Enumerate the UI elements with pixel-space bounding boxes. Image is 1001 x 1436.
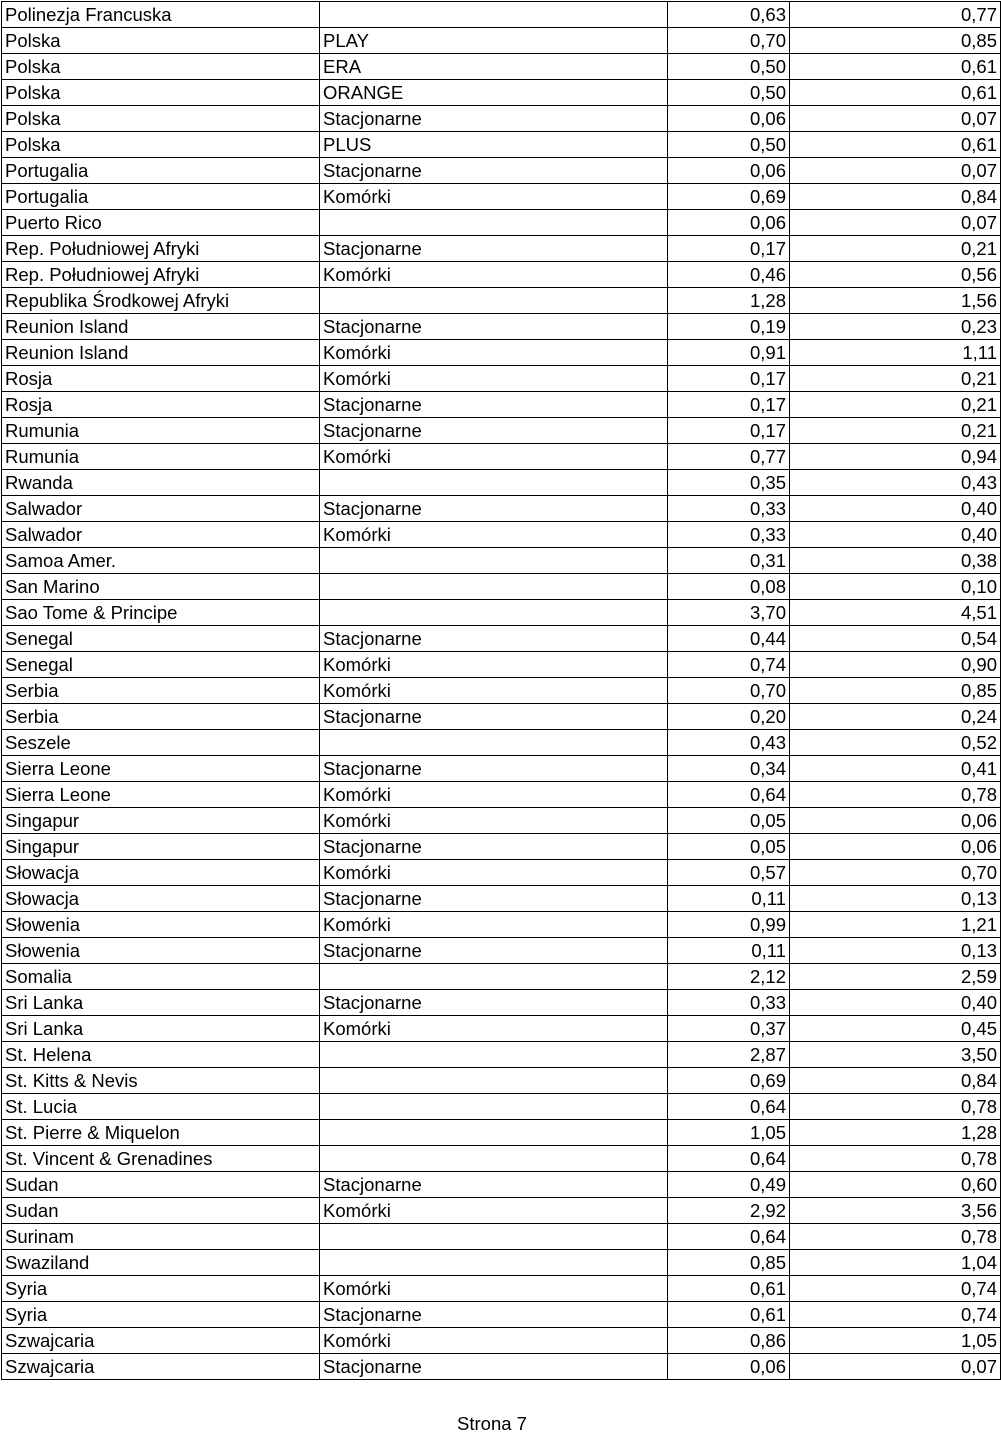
table-row bbox=[2, 964, 1001, 990]
country-cell: Szwajcaria bbox=[2, 1354, 320, 1380]
price-net-cell: 0,61 bbox=[668, 1276, 790, 1302]
price-net-cell: 2,12 bbox=[668, 964, 790, 990]
network-cell: Komórki bbox=[320, 262, 668, 288]
country-cell: Sri Lanka bbox=[2, 990, 320, 1016]
table-row bbox=[2, 834, 1001, 860]
price-gross-cell: 0,84 bbox=[790, 1068, 1001, 1094]
price-gross-cell: 0,90 bbox=[790, 652, 1001, 678]
table-row bbox=[2, 54, 1001, 80]
network-cell: Stacjonarne bbox=[320, 1172, 668, 1198]
network-cell bbox=[320, 470, 668, 496]
price-net-cell: 0,44 bbox=[668, 626, 790, 652]
network-cell: Komórki bbox=[320, 1198, 668, 1224]
table-row bbox=[2, 444, 1001, 470]
network-cell: Stacjonarne bbox=[320, 834, 668, 860]
country-cell: Portugalia bbox=[2, 158, 320, 184]
network-cell: Stacjonarne bbox=[320, 158, 668, 184]
price-net-cell: 0,19 bbox=[668, 314, 790, 340]
network-cell: Komórki bbox=[320, 1016, 668, 1042]
price-net-cell: 0,49 bbox=[668, 1172, 790, 1198]
price-gross-cell: 0,10 bbox=[790, 574, 1001, 600]
price-net-cell: 0,17 bbox=[668, 366, 790, 392]
table-row bbox=[2, 1198, 1001, 1224]
price-net-cell: 0,63 bbox=[668, 2, 790, 28]
price-gross-cell: 1,21 bbox=[790, 912, 1001, 938]
table-row bbox=[2, 704, 1001, 730]
country-cell: Słowacja bbox=[2, 860, 320, 886]
network-cell: Stacjonarne bbox=[320, 626, 668, 652]
table-row bbox=[2, 1250, 1001, 1276]
price-gross-cell: 0,61 bbox=[790, 132, 1001, 158]
country-cell: Seszele bbox=[2, 730, 320, 756]
price-gross-cell: 0,06 bbox=[790, 808, 1001, 834]
network-cell: Stacjonarne bbox=[320, 106, 668, 132]
price-net-cell: 0,34 bbox=[668, 756, 790, 782]
price-gross-cell: 0,61 bbox=[790, 54, 1001, 80]
table-row bbox=[2, 1276, 1001, 1302]
country-cell: Reunion Island bbox=[2, 340, 320, 366]
country-cell: Polska bbox=[2, 106, 320, 132]
price-gross-cell: 1,05 bbox=[790, 1328, 1001, 1354]
price-gross-cell: 0,07 bbox=[790, 210, 1001, 236]
price-net-cell: 0,08 bbox=[668, 574, 790, 600]
price-gross-cell: 1,11 bbox=[790, 340, 1001, 366]
price-gross-cell: 0,61 bbox=[790, 80, 1001, 106]
table-row bbox=[2, 730, 1001, 756]
country-cell: Serbia bbox=[2, 678, 320, 704]
country-cell: Słowenia bbox=[2, 938, 320, 964]
price-gross-cell: 0,78 bbox=[790, 1224, 1001, 1250]
country-cell: Portugalia bbox=[2, 184, 320, 210]
price-gross-cell: 0,21 bbox=[790, 392, 1001, 418]
table-row bbox=[2, 262, 1001, 288]
table-row bbox=[2, 886, 1001, 912]
network-cell: Stacjonarne bbox=[320, 236, 668, 262]
country-cell: Sudan bbox=[2, 1172, 320, 1198]
country-cell: Salwador bbox=[2, 522, 320, 548]
price-net-cell: 0,33 bbox=[668, 496, 790, 522]
price-gross-cell: 0,78 bbox=[790, 1094, 1001, 1120]
table-row bbox=[2, 626, 1001, 652]
price-net-cell: 0,37 bbox=[668, 1016, 790, 1042]
table-row bbox=[2, 782, 1001, 808]
network-cell: Stacjonarne bbox=[320, 704, 668, 730]
table-row bbox=[2, 288, 1001, 314]
price-net-cell: 0,06 bbox=[668, 210, 790, 236]
country-cell: San Marino bbox=[2, 574, 320, 600]
price-gross-cell: 0,52 bbox=[790, 730, 1001, 756]
price-net-cell: 0,50 bbox=[668, 132, 790, 158]
country-cell: Singapur bbox=[2, 808, 320, 834]
table-row bbox=[2, 808, 1001, 834]
table-row bbox=[2, 132, 1001, 158]
network-cell bbox=[320, 1250, 668, 1276]
country-cell: Somalia bbox=[2, 964, 320, 990]
network-cell bbox=[320, 1042, 668, 1068]
price-gross-cell: 0,38 bbox=[790, 548, 1001, 574]
country-cell: Senegal bbox=[2, 652, 320, 678]
price-gross-cell: 0,21 bbox=[790, 236, 1001, 262]
table-row bbox=[2, 28, 1001, 54]
table-row bbox=[2, 990, 1001, 1016]
country-cell: St. Lucia bbox=[2, 1094, 320, 1120]
network-cell: Komórki bbox=[320, 652, 668, 678]
country-cell: Słowacja bbox=[2, 886, 320, 912]
price-net-cell: 0,91 bbox=[668, 340, 790, 366]
price-net-cell: 2,87 bbox=[668, 1042, 790, 1068]
network-cell: Stacjonarne bbox=[320, 886, 668, 912]
price-net-cell: 0,85 bbox=[668, 1250, 790, 1276]
network-cell: Stacjonarne bbox=[320, 496, 668, 522]
country-cell: Surinam bbox=[2, 1224, 320, 1250]
table-row bbox=[2, 366, 1001, 392]
network-cell: Stacjonarne bbox=[320, 938, 668, 964]
network-cell: Stacjonarne bbox=[320, 418, 668, 444]
price-net-cell: 0,86 bbox=[668, 1328, 790, 1354]
country-cell: Sudan bbox=[2, 1198, 320, 1224]
table-row bbox=[2, 2, 1001, 28]
price-gross-cell: 0,40 bbox=[790, 990, 1001, 1016]
network-cell: PLUS bbox=[320, 132, 668, 158]
table-row bbox=[2, 1016, 1001, 1042]
table-row bbox=[2, 106, 1001, 132]
price-gross-cell: 0,13 bbox=[790, 886, 1001, 912]
price-net-cell: 0,17 bbox=[668, 392, 790, 418]
price-gross-cell: 1,28 bbox=[790, 1120, 1001, 1146]
network-cell: Komórki bbox=[320, 444, 668, 470]
country-cell: Senegal bbox=[2, 626, 320, 652]
country-cell: Syria bbox=[2, 1276, 320, 1302]
network-cell: Komórki bbox=[320, 366, 668, 392]
table-row bbox=[2, 1094, 1001, 1120]
price-net-cell: 0,33 bbox=[668, 990, 790, 1016]
price-net-cell: 1,28 bbox=[668, 288, 790, 314]
network-cell bbox=[320, 288, 668, 314]
network-cell: Komórki bbox=[320, 522, 668, 548]
country-cell: St. Vincent & Grenadines bbox=[2, 1146, 320, 1172]
price-gross-cell: 0,60 bbox=[790, 1172, 1001, 1198]
network-cell bbox=[320, 548, 668, 574]
country-cell: Syria bbox=[2, 1302, 320, 1328]
price-net-cell: 0,06 bbox=[668, 158, 790, 184]
table-row bbox=[2, 652, 1001, 678]
price-net-cell: 0,69 bbox=[668, 1068, 790, 1094]
price-net-cell: 0,64 bbox=[668, 1146, 790, 1172]
price-gross-cell: 3,56 bbox=[790, 1198, 1001, 1224]
country-cell: St. Pierre & Miquelon bbox=[2, 1120, 320, 1146]
price-gross-cell: 2,59 bbox=[790, 964, 1001, 990]
network-cell: Stacjonarne bbox=[320, 990, 668, 1016]
price-net-cell: 0,64 bbox=[668, 782, 790, 808]
network-cell: Komórki bbox=[320, 184, 668, 210]
network-cell bbox=[320, 1224, 668, 1250]
table-row bbox=[2, 1042, 1001, 1068]
price-gross-cell: 0,07 bbox=[790, 106, 1001, 132]
table-row bbox=[2, 236, 1001, 262]
price-net-cell: 0,31 bbox=[668, 548, 790, 574]
price-net-cell: 0,77 bbox=[668, 444, 790, 470]
price-gross-cell: 0,74 bbox=[790, 1302, 1001, 1328]
table-row bbox=[2, 860, 1001, 886]
price-gross-cell: 0,40 bbox=[790, 496, 1001, 522]
network-cell: ERA bbox=[320, 54, 668, 80]
table-row bbox=[2, 392, 1001, 418]
price-net-cell: 0,05 bbox=[668, 834, 790, 860]
network-cell: Komórki bbox=[320, 340, 668, 366]
country-cell: Swaziland bbox=[2, 1250, 320, 1276]
price-net-cell: 0,57 bbox=[668, 860, 790, 886]
price-net-cell: 2,92 bbox=[668, 1198, 790, 1224]
network-cell bbox=[320, 1120, 668, 1146]
price-gross-cell: 1,04 bbox=[790, 1250, 1001, 1276]
country-cell: Rep. Południowej Afryki bbox=[2, 236, 320, 262]
table-row bbox=[2, 340, 1001, 366]
table-row bbox=[2, 600, 1001, 626]
rates-table bbox=[1, 1, 1001, 1380]
price-net-cell: 0,70 bbox=[668, 678, 790, 704]
table-row bbox=[2, 1120, 1001, 1146]
price-net-cell: 0,70 bbox=[668, 28, 790, 54]
rates-table-body bbox=[2, 2, 1001, 1380]
country-cell: Serbia bbox=[2, 704, 320, 730]
table-row bbox=[2, 314, 1001, 340]
country-cell: Polska bbox=[2, 132, 320, 158]
country-cell: Republika Środkowej Afryki bbox=[2, 288, 320, 314]
country-cell: Rosja bbox=[2, 392, 320, 418]
network-cell bbox=[320, 2, 668, 28]
country-cell: Salwador bbox=[2, 496, 320, 522]
page-number: Strona 7 bbox=[457, 1413, 527, 1434]
country-cell: Rwanda bbox=[2, 470, 320, 496]
table-row bbox=[2, 1328, 1001, 1354]
price-net-cell: 0,69 bbox=[668, 184, 790, 210]
network-cell bbox=[320, 574, 668, 600]
country-cell: St. Kitts & Nevis bbox=[2, 1068, 320, 1094]
price-net-cell: 0,99 bbox=[668, 912, 790, 938]
network-cell bbox=[320, 730, 668, 756]
network-cell: Stacjonarne bbox=[320, 1354, 668, 1380]
network-cell: Stacjonarne bbox=[320, 314, 668, 340]
country-cell: Sierra Leone bbox=[2, 782, 320, 808]
country-cell: Rumunia bbox=[2, 418, 320, 444]
network-cell bbox=[320, 1094, 668, 1120]
price-gross-cell: 0,07 bbox=[790, 158, 1001, 184]
table-row bbox=[2, 496, 1001, 522]
price-gross-cell: 0,23 bbox=[790, 314, 1001, 340]
network-cell: Komórki bbox=[320, 678, 668, 704]
price-net-cell: 0,50 bbox=[668, 54, 790, 80]
table-row bbox=[2, 1302, 1001, 1328]
country-cell: St. Helena bbox=[2, 1042, 320, 1068]
price-net-cell: 0,46 bbox=[668, 262, 790, 288]
network-cell bbox=[320, 600, 668, 626]
price-net-cell: 0,06 bbox=[668, 106, 790, 132]
country-cell: Rosja bbox=[2, 366, 320, 392]
price-gross-cell: 0,54 bbox=[790, 626, 1001, 652]
price-gross-cell: 0,40 bbox=[790, 522, 1001, 548]
price-gross-cell: 0,85 bbox=[790, 678, 1001, 704]
network-cell: PLAY bbox=[320, 28, 668, 54]
network-cell: Stacjonarne bbox=[320, 1302, 668, 1328]
price-net-cell: 0,33 bbox=[668, 522, 790, 548]
price-gross-cell: 0,43 bbox=[790, 470, 1001, 496]
price-gross-cell: 1,56 bbox=[790, 288, 1001, 314]
country-cell: Samoa Amer. bbox=[2, 548, 320, 574]
table-row bbox=[2, 1146, 1001, 1172]
country-cell: Szwajcaria bbox=[2, 1328, 320, 1354]
network-cell: Stacjonarne bbox=[320, 392, 668, 418]
table-row bbox=[2, 418, 1001, 444]
table-row bbox=[2, 1224, 1001, 1250]
country-cell: Sao Tome & Principe bbox=[2, 600, 320, 626]
price-gross-cell: 0,24 bbox=[790, 704, 1001, 730]
table-row bbox=[2, 522, 1001, 548]
price-net-cell: 3,70 bbox=[668, 600, 790, 626]
network-cell: Komórki bbox=[320, 912, 668, 938]
country-cell: Singapur bbox=[2, 834, 320, 860]
network-cell: Komórki bbox=[320, 860, 668, 886]
table-row bbox=[2, 184, 1001, 210]
price-net-cell: 0,64 bbox=[668, 1224, 790, 1250]
price-net-cell: 0,64 bbox=[668, 1094, 790, 1120]
network-cell: ORANGE bbox=[320, 80, 668, 106]
table-row bbox=[2, 912, 1001, 938]
price-gross-cell: 0,84 bbox=[790, 184, 1001, 210]
price-gross-cell: 0,21 bbox=[790, 366, 1001, 392]
table-row bbox=[2, 574, 1001, 600]
network-cell bbox=[320, 210, 668, 236]
table-row bbox=[2, 470, 1001, 496]
price-gross-cell: 0,06 bbox=[790, 834, 1001, 860]
price-gross-cell: 0,94 bbox=[790, 444, 1001, 470]
price-gross-cell: 0,74 bbox=[790, 1276, 1001, 1302]
table-row bbox=[2, 80, 1001, 106]
price-net-cell: 0,11 bbox=[668, 938, 790, 964]
price-gross-cell: 0,78 bbox=[790, 1146, 1001, 1172]
country-cell: Polska bbox=[2, 54, 320, 80]
table-row bbox=[2, 756, 1001, 782]
price-gross-cell: 3,50 bbox=[790, 1042, 1001, 1068]
price-net-cell: 0,11 bbox=[668, 886, 790, 912]
price-gross-cell: 4,51 bbox=[790, 600, 1001, 626]
network-cell: Stacjonarne bbox=[320, 756, 668, 782]
country-cell: Polska bbox=[2, 80, 320, 106]
network-cell: Komórki bbox=[320, 1328, 668, 1354]
country-cell: Rumunia bbox=[2, 444, 320, 470]
network-cell bbox=[320, 964, 668, 990]
table-row bbox=[2, 1354, 1001, 1380]
price-gross-cell: 0,45 bbox=[790, 1016, 1001, 1042]
table-row bbox=[2, 1172, 1001, 1198]
price-gross-cell: 0,07 bbox=[790, 1354, 1001, 1380]
table-row bbox=[2, 210, 1001, 236]
price-net-cell: 0,20 bbox=[668, 704, 790, 730]
price-gross-cell: 0,78 bbox=[790, 782, 1001, 808]
price-net-cell: 0,50 bbox=[668, 80, 790, 106]
price-gross-cell: 0,70 bbox=[790, 860, 1001, 886]
price-gross-cell: 0,77 bbox=[790, 2, 1001, 28]
country-cell: Polinezja Francuska bbox=[2, 2, 320, 28]
price-net-cell: 0,17 bbox=[668, 236, 790, 262]
country-cell: Sri Lanka bbox=[2, 1016, 320, 1042]
table-row bbox=[2, 158, 1001, 184]
price-gross-cell: 0,56 bbox=[790, 262, 1001, 288]
price-gross-cell: 0,41 bbox=[790, 756, 1001, 782]
table-row bbox=[2, 1068, 1001, 1094]
country-cell: Słowenia bbox=[2, 912, 320, 938]
price-net-cell: 1,05 bbox=[668, 1120, 790, 1146]
network-cell: Komórki bbox=[320, 808, 668, 834]
network-cell bbox=[320, 1068, 668, 1094]
price-net-cell: 0,35 bbox=[668, 470, 790, 496]
price-net-cell: 0,61 bbox=[668, 1302, 790, 1328]
price-net-cell: 0,06 bbox=[668, 1354, 790, 1380]
country-cell: Puerto Rico bbox=[2, 210, 320, 236]
country-cell: Rep. Południowej Afryki bbox=[2, 262, 320, 288]
network-cell bbox=[320, 1146, 668, 1172]
country-cell: Reunion Island bbox=[2, 314, 320, 340]
price-gross-cell: 0,13 bbox=[790, 938, 1001, 964]
network-cell: Komórki bbox=[320, 782, 668, 808]
country-cell: Sierra Leone bbox=[2, 756, 320, 782]
table-row bbox=[2, 938, 1001, 964]
country-cell: Polska bbox=[2, 28, 320, 54]
price-gross-cell: 0,85 bbox=[790, 28, 1001, 54]
table-row bbox=[2, 678, 1001, 704]
price-net-cell: 0,17 bbox=[668, 418, 790, 444]
table-row bbox=[2, 548, 1001, 574]
price-net-cell: 0,43 bbox=[668, 730, 790, 756]
price-net-cell: 0,05 bbox=[668, 808, 790, 834]
network-cell: Komórki bbox=[320, 1276, 668, 1302]
price-gross-cell: 0,21 bbox=[790, 418, 1001, 444]
price-net-cell: 0,74 bbox=[668, 652, 790, 678]
